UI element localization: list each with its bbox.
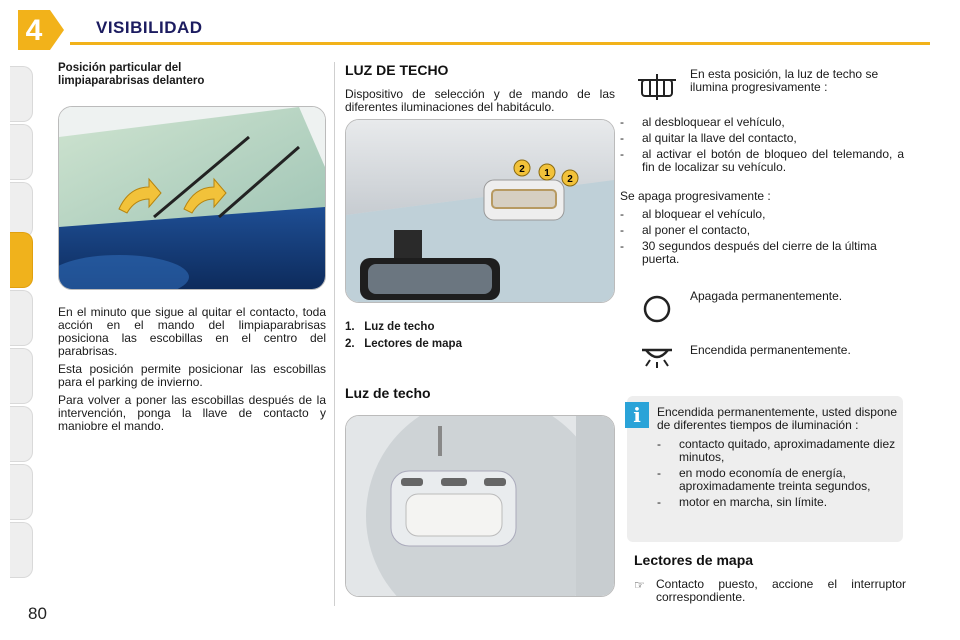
off-intro: Se apaga progresivamente : xyxy=(620,189,771,203)
always-on-text: Encendida permanentemente. xyxy=(690,343,851,357)
callout-2-left: 2 xyxy=(519,164,525,175)
off-list-item: - 30 segundos después del cierre de la última puerta. xyxy=(620,239,877,266)
column-divider xyxy=(334,62,335,606)
on-list-item: - al quitar la llave del contacto, xyxy=(620,131,797,145)
chapter-number: 4 xyxy=(25,14,43,47)
middle-column xyxy=(345,62,615,597)
info-icon: i xyxy=(625,402,649,428)
page-title: VISIBILIDAD xyxy=(96,18,203,37)
side-tab-7[interactable] xyxy=(10,406,33,462)
callout-1: 1 xyxy=(544,168,550,179)
on-list-item: - al desbloquear el vehículo, xyxy=(620,115,785,129)
section-intro: Dispositivo de selección y de mando de las diferentes iluminaciones del habitáculo. xyxy=(345,87,615,114)
left-column xyxy=(58,62,326,438)
info-list-item: - motor en marcha, sin límite. xyxy=(657,495,828,509)
off-list-item: - al bloquear el vehículo, xyxy=(620,207,766,221)
overhead-console-photo xyxy=(345,119,615,303)
wiper-paragraph-1: En el minuto que sigue al quitar el contacto, toda acción en el mando del limpiaparabrisas posiciona las escobillas en el centro del parabrisas. xyxy=(58,305,326,358)
section-title-luz-de-techo: LUZ DE TECHO xyxy=(345,62,449,78)
chapter-tab xyxy=(14,6,66,54)
off-list-item: - al poner el contacto, xyxy=(620,223,751,237)
on-list-item: - al activar el botón de bloqueo del telemando, a fin de localizar su vehículo. xyxy=(620,147,904,174)
wiper-subheading: Posición particular del limpiaparabrisas delantero xyxy=(58,62,205,87)
map-readers-paragraph: Contacto puesto, accione el interruptor correspondiente. xyxy=(656,577,906,604)
header-rule xyxy=(70,42,930,45)
wiper-paragraph-3: Para volver a poner las escobillas después de la intervención, ponga la llave de contacto y maniobre el mando. xyxy=(58,393,326,433)
off-list xyxy=(620,208,904,269)
map-readers-text xyxy=(634,578,906,609)
side-tab-9[interactable] xyxy=(10,522,33,578)
side-tab-8[interactable] xyxy=(10,464,33,520)
always-off-text: Apagada permanentemente. xyxy=(690,289,843,303)
light-off-icon xyxy=(642,294,672,324)
door-position-icon xyxy=(636,72,678,102)
info-intro: Encendida permanentemente, usted dispone de diferentes tiempos de iluminación : xyxy=(657,405,897,432)
side-tab-5[interactable] xyxy=(10,290,33,346)
side-tab-1[interactable] xyxy=(10,66,33,122)
progressive-text: En esta posición, la luz de techo se ilumina progresivamente : xyxy=(690,67,879,94)
wiper-photo xyxy=(58,106,326,290)
side-tab-2[interactable] xyxy=(10,124,33,180)
info-box xyxy=(627,396,903,542)
subtitle-luz-de-techo: Luz de techo xyxy=(345,385,431,401)
photo-legend xyxy=(345,321,615,351)
info-list xyxy=(657,438,897,509)
info-list-item: - contacto quitado, aproximadamente diez minutos, xyxy=(657,437,896,464)
wiper-paragraph-2: Esta posición permite posicionar las escobillas para el parking de invierno. xyxy=(58,362,326,389)
side-tab-4-active[interactable] xyxy=(10,232,33,288)
ceiling-light-photo xyxy=(345,415,615,597)
on-list xyxy=(620,116,904,177)
legend-item-2: 2. Lectores de mapa xyxy=(345,338,462,350)
light-on-icon xyxy=(636,340,678,370)
info-list-item: - en modo economía de energía, aproximadamente treinta segundos, xyxy=(657,466,871,493)
pointing-hand-icon: ☞ xyxy=(634,578,645,592)
page-number: 80 xyxy=(28,604,47,623)
side-tab-3[interactable] xyxy=(10,182,33,238)
callout-2-right: 2 xyxy=(567,174,573,185)
map-readers-title: Lectores de mapa xyxy=(634,552,754,568)
side-tab-6[interactable] xyxy=(10,348,33,404)
legend-item-1: 1. Luz de techo xyxy=(345,321,435,333)
